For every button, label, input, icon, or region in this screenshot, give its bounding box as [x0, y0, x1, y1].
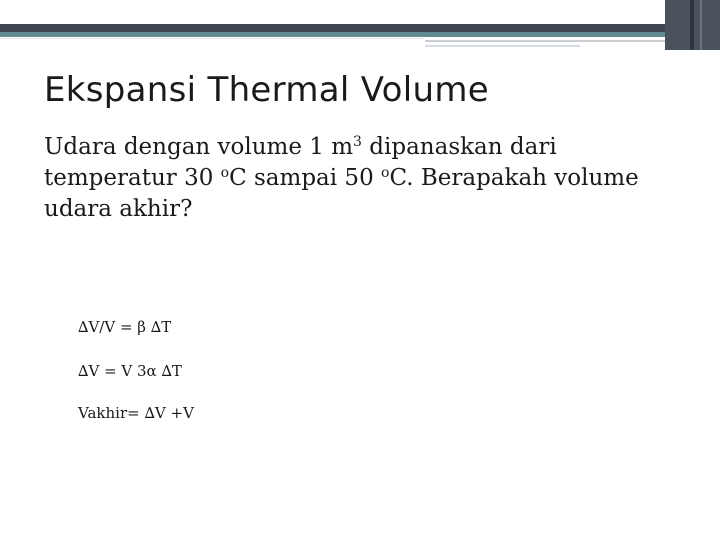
banner-divider-line [425, 40, 665, 42]
formula-relative-expansion: ∆V/V = β ∆T [78, 318, 172, 336]
slide-title: Ekspansi Thermal Volume [44, 70, 489, 110]
formula-final-volume: Vakhir= ∆V +V [78, 404, 194, 422]
banner-corner-stripe [690, 0, 694, 50]
banner-top-band [0, 0, 720, 24]
problem-text-3: C sampai 50 [229, 165, 382, 191]
banner-dark-band [0, 24, 720, 32]
banner-corner-stripe-thin [700, 0, 702, 50]
problem-text-4: C. Berapakah volume udara akhir? [44, 165, 639, 222]
problem-superscript-degree-1: o [220, 165, 230, 181]
banner-divider-left [0, 38, 425, 39]
formula-volume-change: ∆V = V 3α ∆T [78, 362, 182, 380]
problem-statement [44, 132, 694, 225]
banner-divider-line-short [425, 45, 580, 47]
problem-superscript-degree-2: o [381, 165, 390, 181]
slide-header-banner [0, 0, 720, 50]
problem-superscript-cubic: 3 [353, 134, 362, 150]
problem-text-1: Udara dengan volume 1 m [44, 134, 354, 160]
banner-teal-band [0, 32, 720, 37]
problem-text-2: dipanaskan dari temperatur 30 [44, 134, 557, 191]
